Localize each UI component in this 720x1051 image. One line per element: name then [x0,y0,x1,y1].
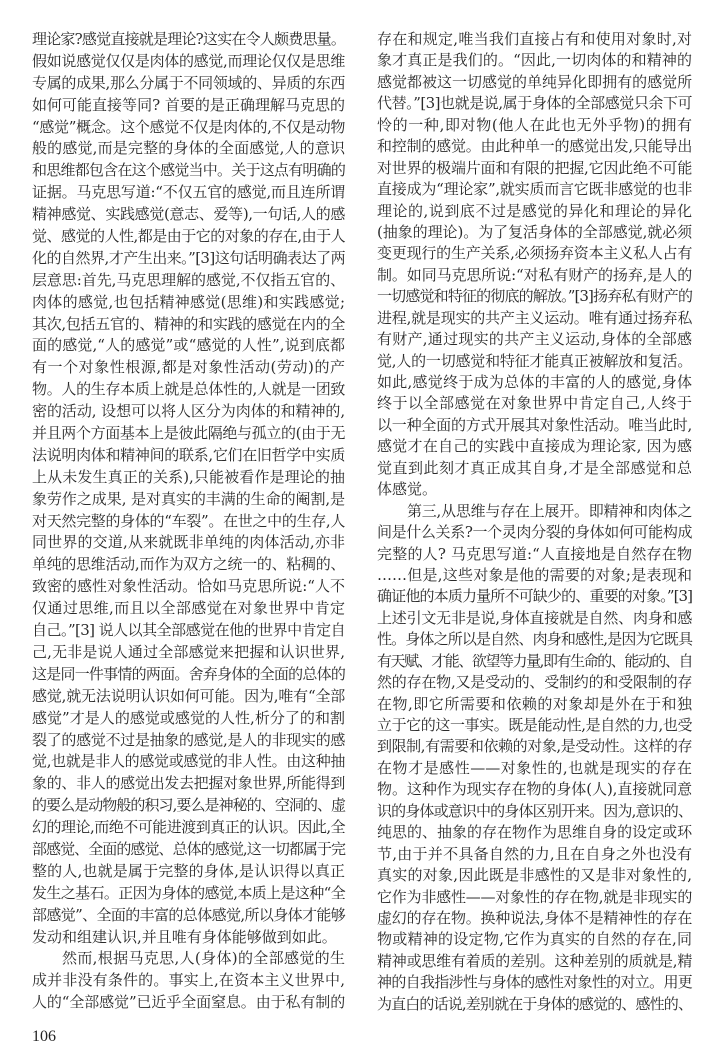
text-line: 有财产,通过现实的共产主义运动,身体的全部感 [377,330,692,349]
text-line: 直接成为“理论家”,就实质而言它既非感觉的也非 [377,180,692,199]
text-line: 觉、感觉的人性,都是由于它的对象的存在,由于人 [32,227,345,246]
text-line: 进程,就是现实的共产主义运动。唯有通过扬弃私 [377,308,692,327]
text-line: 密的活动, 设想可以将人区分为肉体的和精神的, [32,402,345,421]
text-line: 对天然完整的身体的“车裂”。在世之中的生存,人 [32,511,345,530]
text-line: 象劳作之成果, 是对真实的丰满的生命的阉割,是 [32,489,345,508]
text-line: 证据。马克思写道:“不仅五官的感觉,而且连所谓 [32,183,345,202]
text-line: 如此,感觉终于成为总体的丰富的人的感觉,身体 [377,373,692,391]
text-line: 有一个对象性根源,都是对象性活动(劳动)的产 [32,358,345,377]
text-line: 的要么是动物般的积习,要么是神秘的、空洞的、虚 [32,796,345,815]
text-line: 单纯的思维活动,而作为双方之统一的、粘稠的、 [32,555,345,574]
text-line: 精神感觉、实践感觉(意志、爱等),一句话,人的感 [32,205,345,224]
text-line: 一切感觉和特征的彻底的解放。”[3]扬弃私有财产的 [377,287,692,306]
text-line: 存在和规定,唯当我们直接占有和使用对象时,对 [377,30,692,48]
text-line: 法说明肉体和精神间的联系,它们在旧哲学中实质 [32,445,345,464]
text-line: 面的感觉,“人的感觉”或“感觉的人性”,说到底都 [32,336,345,355]
text-line: 化的自然界,才产生出来。”[3]这句话明确表达了两 [32,248,345,267]
text-line: 神的自我指涉性与身体的感性对象性的对立。用更 [377,973,692,992]
text-line: 制。如同马克思所说:“对私有财产的扬弃,是人的 [377,265,692,284]
text-line: 间是什么关系?一个灵肉分裂的身体如何可能构成 [377,523,692,542]
text-line: 以一种全面的方式开展其对象性活动。唯当此时, [377,415,692,434]
text-line: 发动和组建认识,并且唯有身体能够做到如此。 [32,927,337,946]
text-line: 有天赋、才能、欲望等力量,即有生命的、能动的、自 [377,651,692,670]
text-line: 纯思的、抽象的存在物作为思维自身的设定或环 [377,823,692,842]
text-line: 对世界的极端片面和有限的把握,它因此绝不可能 [377,158,692,177]
text-line: 变更现行的生产关系,必须扬弃资本主义私人占有 [377,244,692,263]
text-line: 象才真正是我们的。“因此,一切肉体的和精神的 [377,51,692,70]
text-line: 理论的,说到底不过是感觉的异化和理论的异化 [377,201,692,220]
text-line: 怜的一种,即对物(他人在此也无外乎物)的拥有 [377,115,692,134]
text-line: 肉体的感觉,也包括精神感觉(思维)和实践感觉; [32,292,345,311]
text-line: 发生之基石。正因为身体的感觉,本质上是这种“全 [32,883,345,902]
text-line: 觉直到此刻才真正成其自身,才是全部感觉和总 [377,458,692,477]
text-line: 虚幻的存在物。换种说法,身体不是精神性的存在 [377,908,692,927]
text-line: ……但是,这些对象是他的需要的对象;是表现和 [377,565,692,584]
text-line: 层意思:首先,马克思理解的感觉,不仅指五官的、 [32,270,345,289]
text-line: 专属的成果,那么分属于不同领域的、异质的东西 [32,73,345,92]
text-line: 致密的感性对象性活动。恰如马克思所说:“人不 [32,577,345,596]
text-line: 象的、非人的感觉出发去把握对象世界,所能得到 [32,774,345,793]
text-line: 然而,根据马克思,人(身体)的全部感觉的生 [62,949,345,968]
text-line: 同世界的交道,从来就既非单纯的肉体活动,亦非 [32,533,345,552]
text-line: 识的身体或意识中的身体区别开来。因为,意识的、 [377,801,692,820]
right-text-column [377,29,692,1015]
text-line: 上述引文无非是说,身体直接就是自然、肉身和感 [377,608,692,627]
text-line: 自己。”[3] 说人以其全部感觉在他的世界中肯定自 [32,621,345,640]
text-line: 代替。”[3]也就是说,属于身体的全部感觉只余下可 [377,94,692,113]
text-line: 在物才是感性——对象性的,也就是现实的存在 [377,758,692,777]
text-line: 它作为非感性——对象性的存在物,就是非现实的 [377,887,692,906]
left-text-column [32,29,345,1014]
text-line: 假如说感觉仅仅是肉体的感觉,而理论仅仅是思维 [32,51,345,70]
text-line: 到限制,有需要和依赖的对象,是受动性。这样的存 [377,737,692,756]
text-line: 然的存在物,又是受动的、受制约的和受限制的存 [377,673,692,692]
text-line: 体感觉。 [377,480,438,499]
text-line: 第三,从思维与存在上展开。即精神和肉体之 [407,501,692,520]
text-line: 立于它的这一事实。既是能动性,是自然的力,也受 [377,716,692,734]
text-line: 理论家?感觉直接就是理论?这实在令人颇费思量。 [32,30,345,48]
text-line: 并且两个方面基本上是彼此隔绝与孤立的(由于无 [32,424,345,443]
text-line: 终于以全部感觉在对象世界中肯定自己,人终于 [377,394,692,413]
text-line: 为直白的话说,差别就在于身体的感觉的、感性的、 [377,994,692,1013]
text-line: 己,无非是说人通过全部感觉来把握和认识世界, [32,642,345,661]
text-line: 感觉才在自己的实践中直接成为理论家, 因为感 [377,437,692,456]
text-line: 完整的人? 马克思写道:“人直接地是自然存在物 [377,544,692,563]
text-line: 和控制的感觉。由此种单一的感觉出发,只能导出 [377,137,692,156]
text-line: 真实的对象,因此既是非感性的又是非对象性的, [377,866,692,885]
text-line: 裂了的感觉不过是抽象的感觉,是人的非现实的感 [32,730,345,749]
page-number: 106 [32,1028,56,1045]
text-line: 在物,即它所需要和依赖的对象却是外在于和独 [377,694,692,713]
text-line: 成并非没有条件的。事实上,在资本主义世界中, [32,971,345,990]
text-line: 物或精神的设定物,它作为真实的自然的存在,同 [377,930,692,949]
text-line: 感觉,就无法说明认识如何可能。因为,唯有“全部 [32,686,345,705]
text-line: (抽象的理论)。为了复活身体的全部感觉,就必须 [377,222,692,241]
text-line: 物。人的生存本质上就是总体性的,人就是一团致 [32,380,345,399]
text-line: 其次,包括五官的、精神的和实践的感觉在内的全 [32,314,345,333]
text-line: 精神或思维有着质的差别。这种差别的质就是,精 [377,951,692,970]
text-line: 部感觉、全面的感觉、总体的感觉,这一切都属于完 [32,839,345,858]
text-line: 确证他的本质力量所不可缺少的、重要的对象。”[3] [377,587,692,606]
text-line: “感觉”概念。这个感觉不仅是肉体的,不仅是动物 [32,117,345,136]
text-line: 部感觉”、全面的丰富的总体感觉,所以身体才能够 [32,905,345,924]
text-line: 觉,也就是非人的感觉或感觉的非人性。由这种抽 [32,752,345,771]
text-line: 整的人,也就是属于完整的身体,是认识得以真正 [32,861,345,880]
text-line: 上从未发生真正的关系),只能被看作是理论的抽 [32,467,345,486]
text-line: 节,由于并不具备自然的力,且在自身之外也没有 [377,844,692,863]
text-line: 人的“全部感觉”已近乎全面窒息。由于私有制的 [32,993,345,1012]
text-line: 仅通过思维,而且以全部感觉在对象世界中肯定 [32,599,345,618]
text-line: 感觉都被这一切感觉的单纯异化即拥有的感觉所 [377,72,692,91]
text-line: 觉,人的一切感觉和特征才能真正被解放和复活。 [377,351,692,370]
text-line: 和思维都包含在这个感觉当中。关于这点有明确的 [32,161,345,180]
text-line: 这是同一件事情的两面。舍弃身体的全面的总体的 [32,664,345,683]
text-line: 性。身体之所以是自然、肉身和感性,是因为它既具 [377,630,692,649]
text-line: 物。这种作为现实存在物的身体(人),直接就同意 [377,780,692,799]
text-line: 般的感觉,而是完整的身体的全面感觉,人的意识 [32,139,345,158]
text-line: 幻的理论,而绝不可能进渡到真正的认识。因此,全 [32,818,345,837]
text-line: 如何可能直接等同? 首要的是正确理解马克思的 [32,95,345,114]
text-line: 感觉”才是人的感觉或感觉的人性,析分了的和割 [32,708,345,727]
